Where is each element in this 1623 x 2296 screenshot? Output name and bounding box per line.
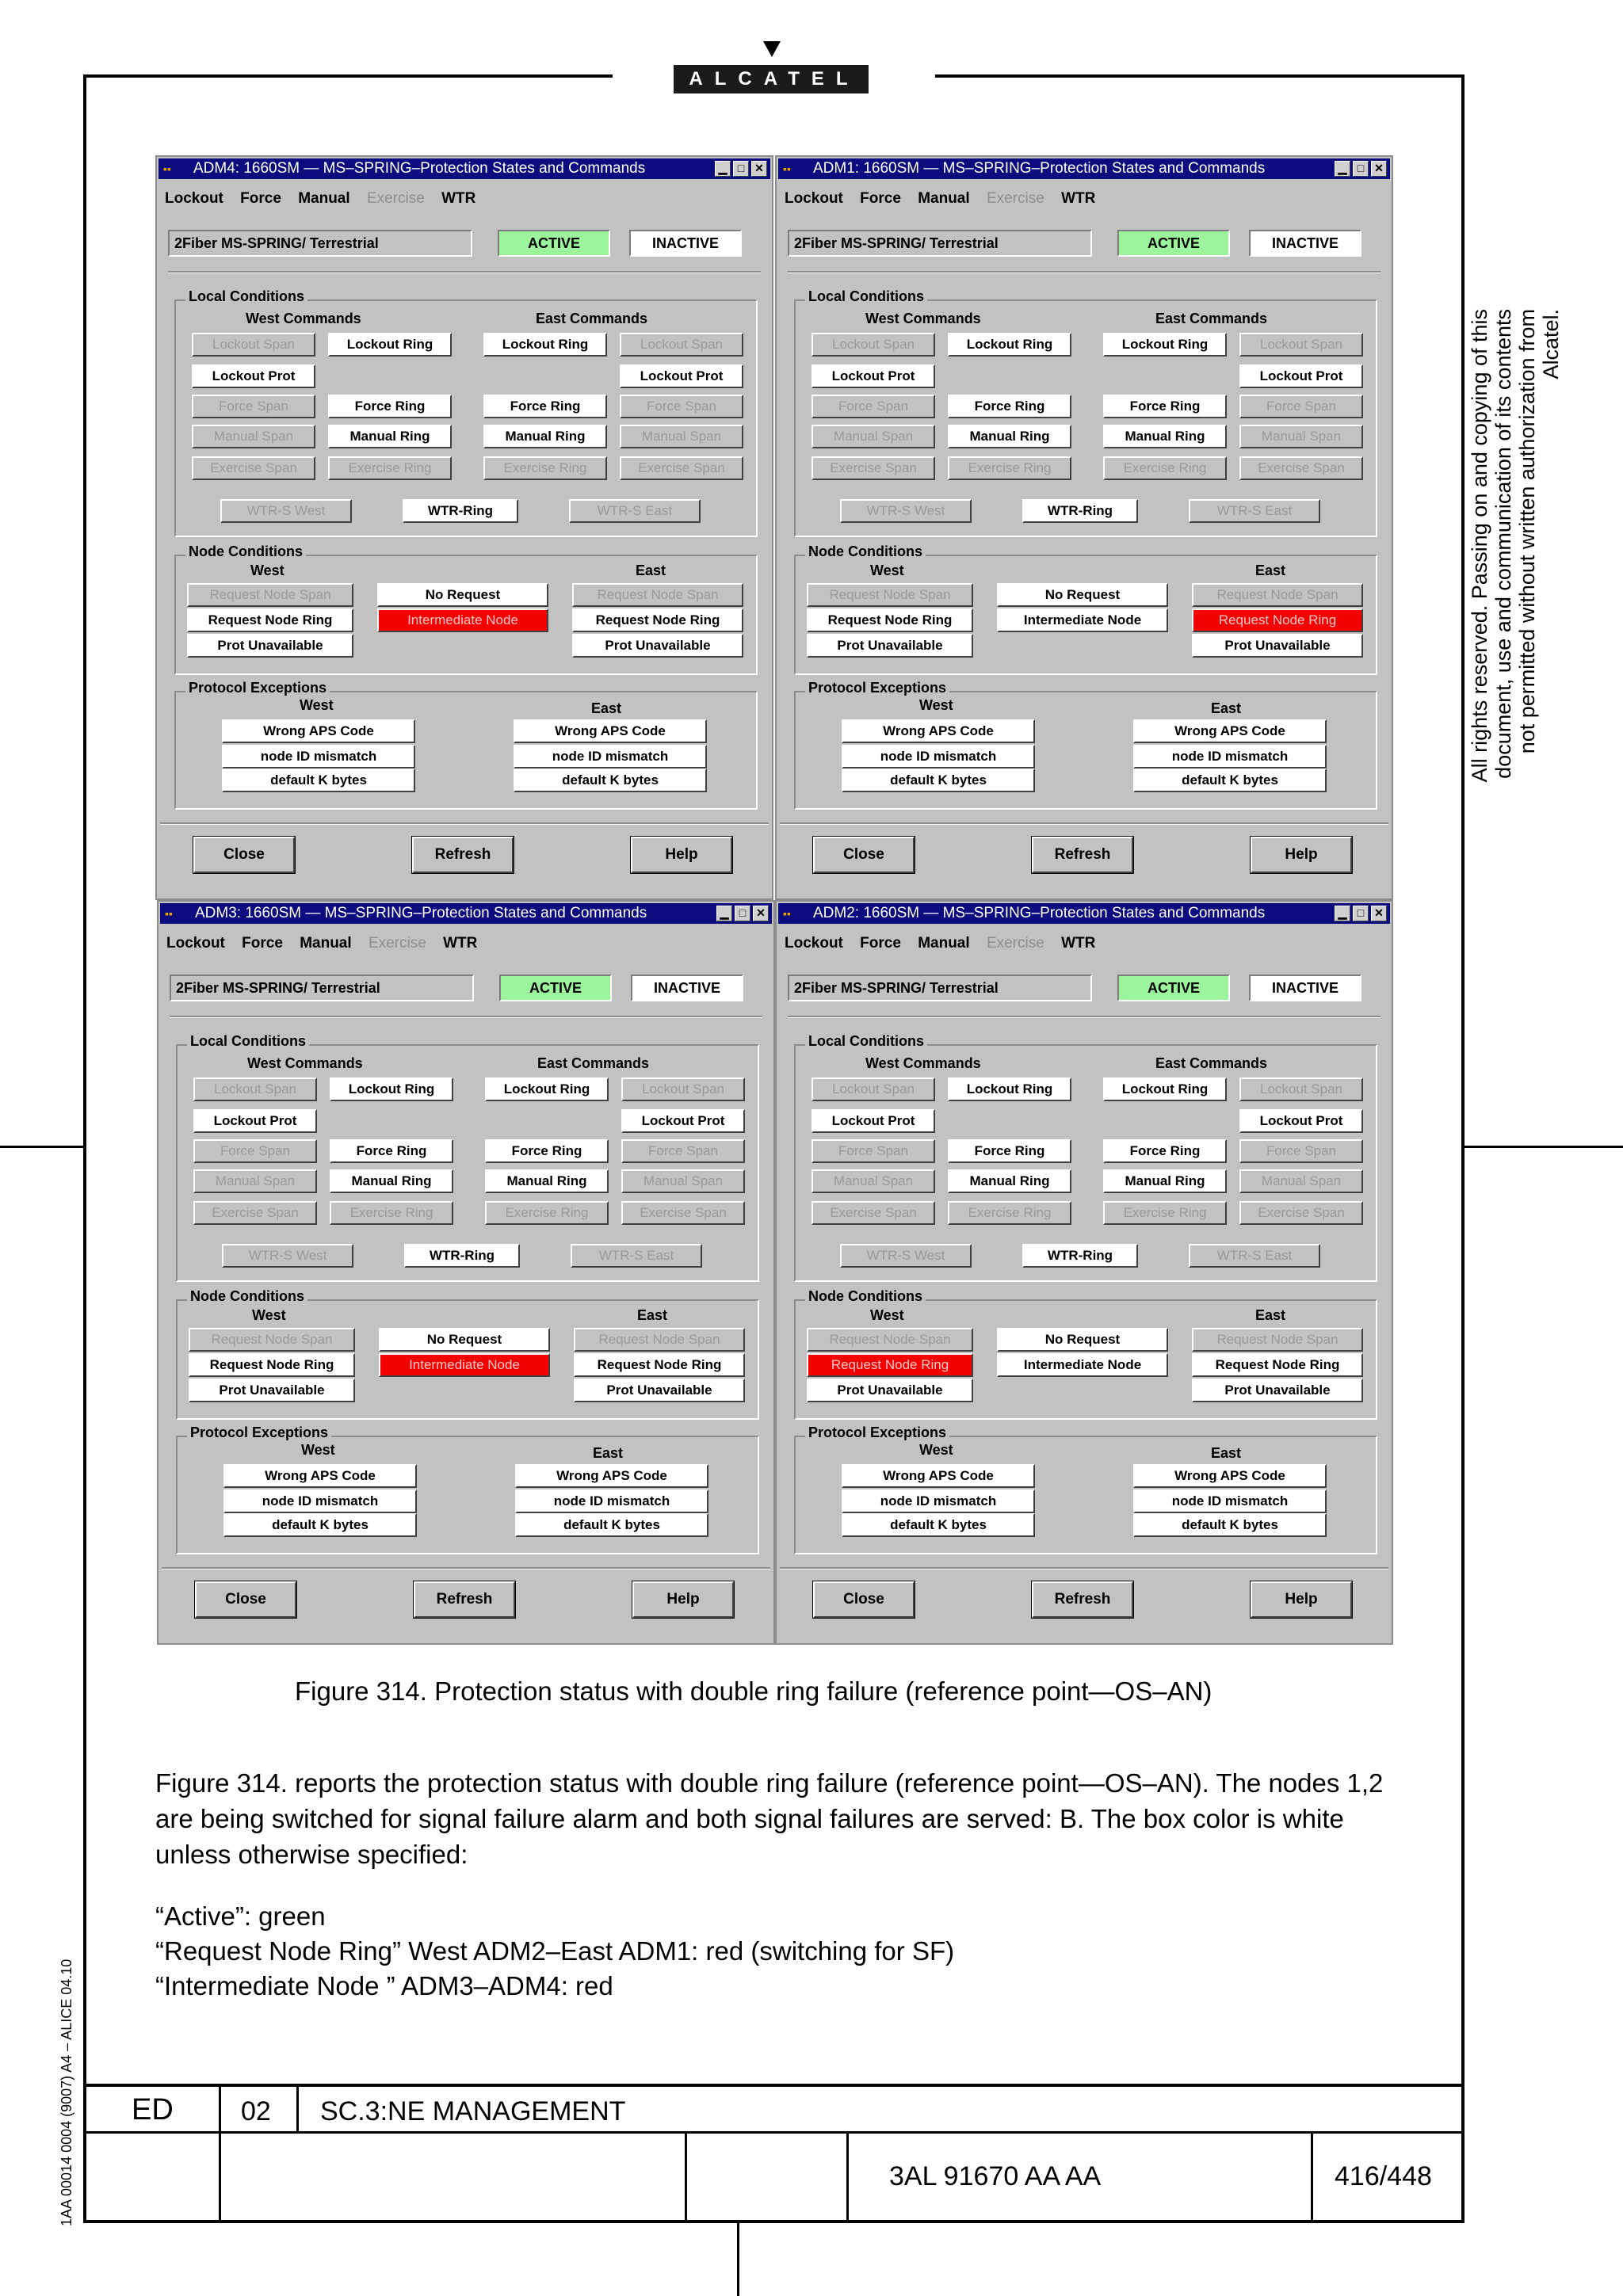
- help-button[interactable]: Help: [631, 837, 732, 873]
- east-wrong-aps-code: Wrong APS Code: [515, 1464, 708, 1488]
- close-icon[interactable]: ✕: [1371, 906, 1387, 921]
- east-manual-ring-button[interactable]: Manual Ring: [485, 1169, 609, 1193]
- menu-lockout[interactable]: Lockout: [165, 190, 223, 207]
- window-title: ADM3: 1660SM — MS–SPRING–Protection States and Commands: [195, 905, 647, 921]
- figure-caption: Figure 314. Protection status with double ring failure (reference point—OS–AN): [295, 1676, 1212, 1706]
- menubar: [785, 935, 1108, 952]
- west-lockout-ring-button[interactable]: Lockout Ring: [330, 1077, 453, 1101]
- copyright-note: All rights reserved. Passing on and copying of this document, use and communication of its contents not permitted without written authorization from Alcatel.: [1468, 309, 1563, 783]
- no-request-button: No Request: [997, 583, 1168, 607]
- west-force-ring-button[interactable]: Force Ring: [948, 395, 1071, 418]
- east-node-id-mismatch: node ID mismatch: [514, 745, 707, 769]
- west-lockout-ring-button[interactable]: Lockout Ring: [948, 1077, 1071, 1101]
- exc-east-title: East: [593, 1445, 624, 1461]
- menu-lockout[interactable]: Lockout: [166, 935, 225, 952]
- west-exercise-ring-button: Exercise Ring: [948, 456, 1071, 480]
- west-lockout-prot-button[interactable]: Lockout Prot: [812, 1109, 935, 1133]
- active-status: ACTIVE: [1117, 974, 1230, 1001]
- window-title: ADM1: 1660SM — MS–SPRING–Protection States and Commands: [813, 160, 1266, 177]
- help-button[interactable]: Help: [1251, 837, 1352, 873]
- separator: [788, 1016, 1381, 1018]
- west-request-node-span-button: Request Node Span: [807, 583, 973, 607]
- local-conditions-title: Local Conditions: [185, 288, 307, 305]
- west-wrong-aps-code: Wrong APS Code: [223, 1464, 417, 1488]
- refresh-button[interactable]: Refresh: [1032, 1581, 1133, 1618]
- app-icon: ▪▪: [165, 907, 173, 920]
- west-exercise-span-button: Exercise Span: [812, 1201, 935, 1225]
- menu-force[interactable]: Force: [242, 935, 283, 952]
- east-prot-unavailable-button: Prot Unavailable: [574, 1379, 745, 1402]
- maximize-icon[interactable]: □: [733, 161, 749, 177]
- node-conditions-title: Node Conditions: [187, 1288, 307, 1305]
- east-lockout-prot-button[interactable]: Lockout Prot: [620, 364, 743, 388]
- east-manual-ring-button[interactable]: Manual Ring: [483, 425, 607, 448]
- west-force-span-button: Force Span: [812, 395, 935, 418]
- east-default-k-bytes: default K bytes: [1133, 769, 1327, 792]
- west-node-id-mismatch: node ID mismatch: [842, 1489, 1035, 1513]
- west-request-node-ring-button: Request Node Ring: [807, 608, 973, 632]
- window-controls: [1335, 906, 1387, 921]
- west-default-k-bytes: default K bytes: [222, 769, 415, 792]
- no-request-button: No Request: [377, 583, 548, 607]
- east-node-id-mismatch: node ID mismatch: [515, 1489, 708, 1513]
- protection-type-field: 2Fiber MS-SPRING/ Terrestrial: [788, 230, 1092, 257]
- east-prot-unavailable-button: Prot Unavailable: [1192, 1379, 1363, 1402]
- protocol-exceptions-title: Protocol Exceptions: [185, 680, 330, 696]
- east-force-span-button: Force Span: [621, 1139, 745, 1163]
- maximize-icon[interactable]: □: [1353, 906, 1369, 921]
- wtr-ring-button[interactable]: WTR-Ring: [403, 499, 518, 523]
- wtr-ring-button[interactable]: WTR-Ring: [1022, 1244, 1138, 1268]
- footer-col-4: [846, 2131, 849, 2222]
- west-default-k-bytes: default K bytes: [842, 1513, 1035, 1537]
- west-manual-span-button: Manual Span: [812, 425, 935, 448]
- east-node-id-mismatch: node ID mismatch: [1133, 1489, 1327, 1513]
- fold-mark-right: [1463, 1146, 1623, 1148]
- east-default-k-bytes: default K bytes: [1133, 1513, 1327, 1537]
- inactive-status: INACTIVE: [1249, 974, 1361, 1001]
- west-prot-unavailable-button: Prot Unavailable: [189, 1379, 355, 1402]
- east-force-ring-button[interactable]: Force Ring: [483, 395, 607, 418]
- east-lockout-ring-button[interactable]: Lockout Ring: [485, 1077, 609, 1101]
- west-force-span-button: Force Span: [812, 1139, 935, 1163]
- app-icon: ▪▪: [783, 907, 791, 920]
- menubar: [785, 190, 1108, 208]
- menu-force[interactable]: Force: [860, 935, 901, 952]
- body-line-2: “Request Node Ring” West ADM2–East ADM1: red (switching for SF): [155, 1936, 955, 1966]
- west-exercise-span-button: Exercise Span: [192, 456, 315, 480]
- west-request-node-span-button: Request Node Span: [189, 1328, 355, 1352]
- wtr-s-west-button: WTR-S West: [840, 1244, 972, 1268]
- menubar: [166, 935, 490, 952]
- east-manual-ring-button[interactable]: Manual Ring: [1103, 1169, 1227, 1193]
- footer-top-line: [83, 2084, 1465, 2087]
- west-lockout-prot-button[interactable]: Lockout Prot: [192, 364, 315, 388]
- menu-lockout[interactable]: Lockout: [785, 190, 843, 207]
- menu-wtr[interactable]: WTR: [1061, 935, 1096, 952]
- footer-ed-label: ED: [132, 2093, 174, 2126]
- east-force-span-button: Force Span: [1239, 395, 1363, 418]
- west-request-node-ring-button: Request Node Ring: [187, 608, 353, 632]
- protocol-exceptions-title: Protocol Exceptions: [805, 680, 949, 696]
- minimize-icon[interactable]: ▁: [1335, 906, 1350, 921]
- exc-east-title: East: [1211, 1445, 1242, 1461]
- protection-window-3: [157, 900, 775, 1645]
- node-east-title: East: [1255, 1307, 1286, 1323]
- west-lockout-span-button: Lockout Span: [193, 1077, 317, 1101]
- separator: [168, 271, 761, 273]
- footer-doc-code: 3AL 91670 AA AA: [889, 2161, 1102, 2191]
- east-force-ring-button[interactable]: Force Ring: [1103, 395, 1227, 418]
- footer-col-3: [685, 2131, 687, 2222]
- close-button[interactable]: Close: [195, 1581, 296, 1618]
- east-force-ring-button[interactable]: Force Ring: [485, 1139, 609, 1163]
- intermediate-node-button: Intermediate Node: [377, 608, 548, 632]
- east-exercise-span-button: Exercise Span: [1239, 1201, 1363, 1225]
- west-lockout-ring-button[interactable]: Lockout Ring: [948, 333, 1071, 357]
- east-lockout-ring-button[interactable]: Lockout Ring: [1103, 333, 1227, 357]
- west-request-node-ring-button: Request Node Ring: [807, 1353, 973, 1377]
- footer-section: SC.3:NE MANAGEMENT: [320, 2096, 626, 2126]
- west-node-id-mismatch: node ID mismatch: [223, 1489, 417, 1513]
- east-manual-span-button: Manual Span: [621, 1169, 745, 1193]
- west-manual-ring-button[interactable]: Manual Ring: [948, 425, 1071, 448]
- west-force-span-button: Force Span: [193, 1139, 317, 1163]
- footer-col-2: [296, 2084, 299, 2133]
- maximize-icon[interactable]: □: [735, 906, 750, 921]
- west-default-k-bytes: default K bytes: [842, 769, 1035, 792]
- menu-wtr[interactable]: WTR: [443, 935, 478, 952]
- west-request-node-span-button: Request Node Span: [187, 583, 353, 607]
- node-west-title: West: [870, 1307, 904, 1323]
- menu-manual[interactable]: Manual: [300, 935, 352, 952]
- separator: [780, 822, 1388, 825]
- east-manual-span-button: Manual Span: [1239, 1169, 1363, 1193]
- minimize-icon[interactable]: ▁: [1335, 161, 1350, 177]
- east-commands-title: East Commands: [537, 1055, 650, 1071]
- east-exercise-ring-button: Exercise Ring: [1103, 1201, 1227, 1225]
- west-node-id-mismatch: node ID mismatch: [222, 745, 415, 769]
- east-request-node-ring-button: Request Node Ring: [1192, 1353, 1363, 1377]
- wtr-ring-button[interactable]: WTR-Ring: [1022, 499, 1138, 523]
- exc-west-title: West: [919, 1442, 953, 1458]
- protection-type-field: 2Fiber MS-SPRING/ Terrestrial: [168, 230, 472, 257]
- protection-window-4: [775, 900, 1393, 1645]
- window-title: ADM2: 1660SM — MS–SPRING–Protection States and Commands: [813, 905, 1266, 921]
- refresh-button[interactable]: Refresh: [414, 1581, 515, 1618]
- east-node-id-mismatch: node ID mismatch: [1133, 745, 1327, 769]
- node-west-title: West: [870, 563, 904, 578]
- refresh-button[interactable]: Refresh: [412, 837, 514, 873]
- east-force-ring-button[interactable]: Force Ring: [1103, 1139, 1227, 1163]
- form-code: 1AA 00014 0004 (9007) A4 – ALICE 04.10: [59, 1958, 74, 2226]
- app-icon: ▪▪: [163, 162, 171, 175]
- east-lockout-span-button: Lockout Span: [1239, 1077, 1363, 1101]
- menu-lockout[interactable]: Lockout: [785, 935, 843, 952]
- frame-left: [83, 74, 86, 2223]
- east-wrong-aps-code: Wrong APS Code: [1133, 719, 1327, 743]
- separator: [162, 1567, 770, 1569]
- refresh-button[interactable]: Refresh: [1032, 837, 1133, 873]
- protocol-exceptions-title: Protocol Exceptions: [187, 1425, 331, 1441]
- east-request-node-ring-button: Request Node Ring: [1192, 608, 1363, 632]
- help-button[interactable]: Help: [632, 1581, 734, 1618]
- east-request-node-ring-button: Request Node Ring: [572, 608, 743, 632]
- west-commands-title: West Commands: [246, 311, 361, 326]
- close-button[interactable]: Close: [813, 1581, 915, 1618]
- west-prot-unavailable-button: Prot Unavailable: [187, 634, 353, 658]
- wtr-s-west-button: WTR-S West: [222, 1244, 353, 1268]
- west-exercise-ring-button: Exercise Ring: [330, 1201, 453, 1225]
- west-exercise-span-button: Exercise Span: [812, 456, 935, 480]
- east-lockout-ring-button[interactable]: Lockout Ring: [1103, 1077, 1227, 1101]
- west-lockout-span-button: Lockout Span: [812, 333, 935, 357]
- close-icon[interactable]: ✕: [1371, 161, 1387, 177]
- east-wrong-aps-code: Wrong APS Code: [1133, 1464, 1327, 1488]
- east-commands-title: East Commands: [1155, 311, 1268, 326]
- west-commands-title: West Commands: [247, 1055, 363, 1071]
- protection-window-2: [775, 155, 1393, 900]
- west-exercise-ring-button: Exercise Ring: [948, 1201, 1071, 1225]
- west-force-ring-button[interactable]: Force Ring: [328, 395, 452, 418]
- footer-tail: [737, 2220, 739, 2296]
- west-force-ring-button[interactable]: Force Ring: [330, 1139, 453, 1163]
- east-lockout-span-button: Lockout Span: [621, 1077, 745, 1101]
- intermediate-node-button: Intermediate Node: [997, 608, 1168, 632]
- node-west-title: West: [252, 1307, 286, 1323]
- window-titlebar: [158, 158, 770, 179]
- west-manual-span-button: Manual Span: [192, 425, 315, 448]
- intermediate-node-button: Intermediate Node: [997, 1353, 1168, 1377]
- window-titlebar: [778, 158, 1390, 179]
- node-east-title: East: [637, 1307, 668, 1323]
- east-manual-span-button: Manual Span: [1239, 425, 1363, 448]
- local-conditions-title: Local Conditions: [805, 288, 927, 305]
- window-controls: [715, 161, 767, 177]
- footer-col-1: [219, 2084, 221, 2222]
- east-force-span-button: Force Span: [620, 395, 743, 418]
- menu-force[interactable]: Force: [860, 190, 901, 207]
- footer-page: 416/448: [1335, 2161, 1432, 2191]
- wtr-s-east-button: WTR-S East: [571, 1244, 702, 1268]
- east-request-node-span-button: Request Node Span: [1192, 583, 1363, 607]
- west-prot-unavailable-button: Prot Unavailable: [807, 1379, 973, 1402]
- east-commands-title: East Commands: [1155, 1055, 1268, 1071]
- local-conditions-title: Local Conditions: [805, 1033, 927, 1050]
- west-manual-span-button: Manual Span: [812, 1169, 935, 1193]
- west-commands-title: West Commands: [865, 1055, 981, 1071]
- menu-wtr[interactable]: WTR: [1061, 190, 1096, 207]
- east-lockout-span-button: Lockout Span: [620, 333, 743, 357]
- west-wrong-aps-code: Wrong APS Code: [842, 719, 1035, 743]
- minimize-icon[interactable]: ▁: [716, 906, 732, 921]
- active-status: ACTIVE: [1117, 230, 1230, 257]
- close-button[interactable]: Close: [193, 837, 295, 873]
- active-status: ACTIVE: [499, 974, 612, 1001]
- exc-east-title: East: [1211, 700, 1242, 716]
- east-default-k-bytes: default K bytes: [514, 769, 707, 792]
- east-default-k-bytes: default K bytes: [515, 1513, 708, 1537]
- east-force-span-button: Force Span: [1239, 1139, 1363, 1163]
- east-lockout-prot-button[interactable]: Lockout Prot: [1239, 364, 1363, 388]
- footer-ed-value: 02: [241, 2096, 271, 2126]
- east-request-node-ring-button: Request Node Ring: [574, 1353, 745, 1377]
- wtr-s-west-button: WTR-S West: [840, 499, 972, 523]
- intermediate-node-button: Intermediate Node: [379, 1353, 550, 1377]
- footer-bottom-line: [83, 2220, 1465, 2223]
- west-force-ring-button[interactable]: Force Ring: [948, 1139, 1071, 1163]
- west-exercise-ring-button: Exercise Ring: [328, 456, 452, 480]
- wtr-s-east-button: WTR-S East: [569, 499, 701, 523]
- east-prot-unavailable-button: Prot Unavailable: [1192, 634, 1363, 658]
- east-request-node-span-button: Request Node Span: [574, 1328, 745, 1352]
- west-exercise-span-button: Exercise Span: [193, 1201, 317, 1225]
- separator: [170, 1016, 762, 1018]
- wtr-ring-button[interactable]: WTR-Ring: [404, 1244, 520, 1268]
- menu-exercise: Exercise: [986, 190, 1044, 207]
- wtr-s-east-button: WTR-S East: [1189, 499, 1320, 523]
- exc-east-title: East: [591, 700, 622, 716]
- node-east-title: East: [636, 563, 666, 578]
- help-button[interactable]: Help: [1251, 1581, 1352, 1618]
- separator: [160, 822, 769, 825]
- west-lockout-prot-button[interactable]: Lockout Prot: [812, 364, 935, 388]
- logo-triangle-icon: [763, 41, 781, 57]
- east-prot-unavailable-button: Prot Unavailable: [572, 634, 743, 658]
- west-manual-ring-button[interactable]: Manual Ring: [330, 1169, 453, 1193]
- frame-right: [1461, 74, 1465, 2223]
- frame-top-right: [935, 74, 1465, 78]
- west-manual-span-button: Manual Span: [193, 1169, 317, 1193]
- body-line-3: “Intermediate Node ” ADM3–ADM4: red: [155, 1971, 613, 2000]
- west-lockout-ring-button[interactable]: Lockout Ring: [328, 333, 452, 357]
- east-manual-ring-button[interactable]: Manual Ring: [1103, 425, 1227, 448]
- minimize-icon[interactable]: ▁: [715, 161, 731, 177]
- east-exercise-ring-button: Exercise Ring: [1103, 456, 1227, 480]
- east-request-node-span-button: Request Node Span: [1192, 1328, 1363, 1352]
- east-wrong-aps-code: Wrong APS Code: [514, 719, 707, 743]
- west-wrong-aps-code: Wrong APS Code: [842, 1464, 1035, 1488]
- close-button[interactable]: Close: [813, 837, 915, 873]
- menu-exercise: Exercise: [986, 935, 1044, 952]
- node-west-title: West: [250, 563, 285, 578]
- separator: [780, 1567, 1388, 1569]
- menubar: [165, 190, 488, 208]
- menu-manual[interactable]: Manual: [298, 190, 350, 207]
- east-exercise-ring-button: Exercise Ring: [483, 456, 607, 480]
- east-lockout-span-button: Lockout Span: [1239, 333, 1363, 357]
- west-lockout-span-button: Lockout Span: [812, 1077, 935, 1101]
- menu-exercise: Exercise: [368, 935, 426, 952]
- close-icon[interactable]: ✕: [751, 161, 767, 177]
- protocol-exceptions-title: Protocol Exceptions: [805, 1425, 949, 1441]
- menu-manual[interactable]: Manual: [918, 935, 970, 952]
- close-icon[interactable]: ✕: [753, 906, 769, 921]
- window-title: ADM4: 1660SM — MS–SPRING–Protection States and Commands: [193, 160, 646, 177]
- maximize-icon[interactable]: □: [1353, 161, 1369, 177]
- west-default-k-bytes: default K bytes: [223, 1513, 417, 1537]
- east-request-node-span-button: Request Node Span: [572, 583, 743, 607]
- menu-exercise: Exercise: [366, 190, 425, 207]
- west-lockout-prot-button[interactable]: Lockout Prot: [193, 1109, 317, 1133]
- west-manual-ring-button[interactable]: Manual Ring: [328, 425, 452, 448]
- west-prot-unavailable-button: Prot Unavailable: [807, 634, 973, 658]
- node-east-title: East: [1255, 563, 1286, 578]
- node-conditions-title: Node Conditions: [805, 543, 926, 560]
- alcatel-logo: ALCATEL: [674, 65, 869, 93]
- west-wrong-aps-code: Wrong APS Code: [222, 719, 415, 743]
- fold-mark-left: [0, 1146, 85, 1148]
- exc-west-title: West: [301, 1442, 335, 1458]
- west-commands-title: West Commands: [865, 311, 981, 326]
- window-controls: [716, 906, 769, 921]
- wtr-s-west-button: WTR-S West: [220, 499, 352, 523]
- east-exercise-span-button: Exercise Span: [620, 456, 743, 480]
- protection-window-1: [155, 155, 773, 900]
- west-force-span-button: Force Span: [192, 395, 315, 418]
- active-status: ACTIVE: [498, 230, 610, 257]
- footer-mid-line: [83, 2131, 1465, 2134]
- west-manual-ring-button[interactable]: Manual Ring: [948, 1169, 1071, 1193]
- body-paragraph: Figure 314. reports the protection status with double ring failure (reference point—OS–AN). The nodes 1,2 are being switched for signal failure alarm and both signal failures are served: B. The box color is white unless otherwise specified:: [155, 1768, 1384, 1869]
- east-exercise-span-button: Exercise Span: [1239, 456, 1363, 480]
- window-titlebar: [160, 903, 772, 924]
- exc-west-title: West: [300, 697, 334, 713]
- wtr-s-east-button: WTR-S East: [1189, 1244, 1320, 1268]
- protection-type-field: 2Fiber MS-SPRING/ Terrestrial: [170, 974, 474, 1001]
- inactive-status: INACTIVE: [631, 974, 743, 1001]
- west-request-node-span-button: Request Node Span: [807, 1328, 973, 1352]
- footer-col-5: [1311, 2131, 1313, 2222]
- separator: [788, 271, 1381, 273]
- inactive-status: INACTIVE: [629, 230, 742, 257]
- node-conditions-title: Node Conditions: [805, 1288, 926, 1305]
- exc-west-title: West: [919, 697, 953, 713]
- inactive-status: INACTIVE: [1249, 230, 1361, 257]
- east-lockout-ring-button[interactable]: Lockout Ring: [483, 333, 607, 357]
- east-exercise-ring-button: Exercise Ring: [485, 1201, 609, 1225]
- body-line-1: “Active”: green: [155, 1901, 326, 1931]
- menu-manual[interactable]: Manual: [918, 190, 970, 207]
- no-request-button: No Request: [997, 1328, 1168, 1352]
- east-manual-span-button: Manual Span: [620, 425, 743, 448]
- app-icon: ▪▪: [783, 162, 791, 175]
- window-titlebar: [778, 903, 1390, 924]
- menu-wtr[interactable]: WTR: [441, 190, 476, 207]
- east-lockout-prot-button[interactable]: Lockout Prot: [1239, 1109, 1363, 1133]
- east-exercise-span-button: Exercise Span: [621, 1201, 745, 1225]
- frame-top-left: [83, 74, 613, 78]
- no-request-button: No Request: [379, 1328, 550, 1352]
- menu-force[interactable]: Force: [240, 190, 281, 207]
- window-controls: [1335, 161, 1387, 177]
- west-lockout-span-button: Lockout Span: [192, 333, 315, 357]
- node-conditions-title: Node Conditions: [185, 543, 306, 560]
- east-lockout-prot-button[interactable]: Lockout Prot: [621, 1109, 745, 1133]
- protection-type-field: 2Fiber MS-SPRING/ Terrestrial: [788, 974, 1092, 1001]
- west-request-node-ring-button: Request Node Ring: [189, 1353, 355, 1377]
- east-commands-title: East Commands: [536, 311, 648, 326]
- local-conditions-title: Local Conditions: [187, 1033, 309, 1050]
- west-node-id-mismatch: node ID mismatch: [842, 745, 1035, 769]
